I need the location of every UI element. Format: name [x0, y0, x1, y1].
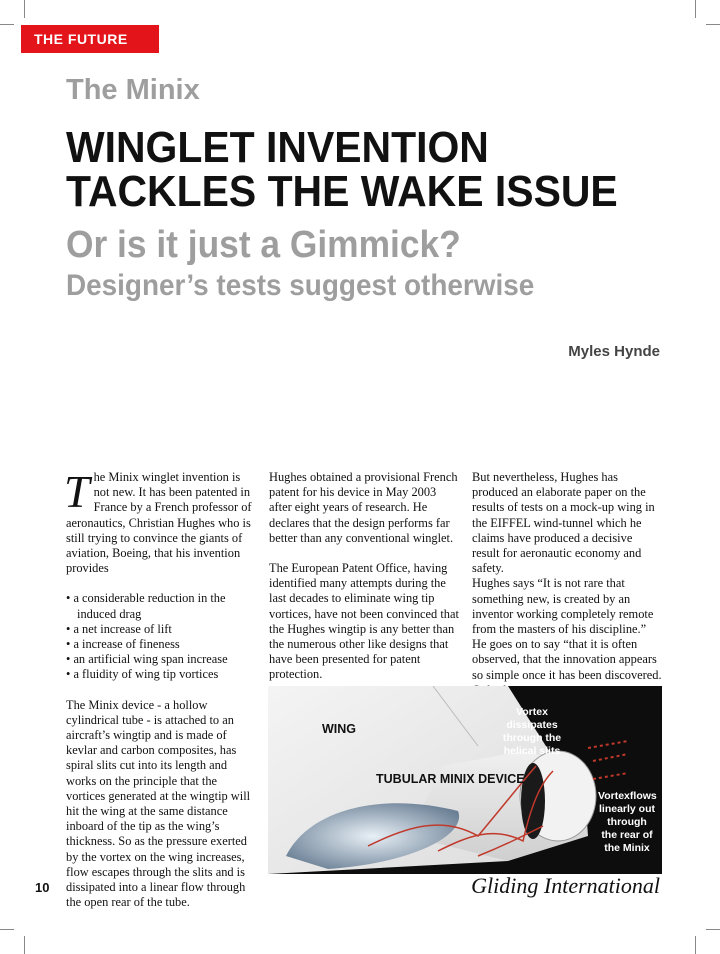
subhead-line-2: Designer’s tests suggest otherwise	[66, 269, 535, 302]
benefits-list	[66, 591, 256, 682]
crop-mark	[0, 24, 14, 25]
article-column-2	[269, 470, 462, 698]
crop-mark	[24, 0, 25, 18]
intro-text: he Minix winglet invention is not new. It has been patented in France by a French professor of aeronautics, Christian Hughes who is still trying to convince the giants of aviation, Boeing, that his invention provides	[66, 470, 252, 576]
kicker: The Minix	[66, 74, 200, 106]
crop-mark	[706, 24, 720, 25]
article-column-1	[64, 466, 256, 925]
section-tag: THE FUTURE	[21, 25, 159, 53]
list-item: • a increase of fineness	[66, 637, 256, 652]
minix-wing-photo	[268, 686, 662, 874]
list-item: • a considerable reduction in the induced drag	[66, 591, 256, 621]
headline-line-2: TACKLES THE WAKE ISSUE	[66, 167, 618, 216]
label-vortex-dissipates: Vortex dissipates through the helical slits	[502, 706, 562, 757]
body-paragraph: But nevertheless, Hughes has produced an elaborate paper on the results of tests on a mock-up wing in the EIFFEL wind-tunnel which he claims have produced a decisive result for aeronautic economy and safety.	[472, 470, 655, 576]
crop-mark	[695, 0, 696, 18]
headline	[66, 123, 618, 216]
crop-mark	[24, 936, 25, 954]
crop-mark	[706, 929, 720, 930]
body-paragraph: Hughes obtained a provisional French patent for his device in May 2003 after eight years of research. He declares that the design performs far better than any conventional winglet.	[269, 470, 458, 545]
list-item: • a fluidity of wing tip vortices	[66, 667, 256, 682]
label-tubular-device: TUBULAR MINIX DEVICE	[376, 772, 525, 786]
label-vortexflows: Vortexflows linearly out through the rear of the Minix	[598, 790, 657, 854]
label-wing: WING	[322, 722, 357, 736]
byline: Myles Hynde	[568, 343, 660, 360]
list-item: • an artificial wing span increase	[66, 652, 256, 667]
crop-mark	[695, 936, 696, 954]
headline-line-1: WINGLET INVENTION	[66, 123, 489, 172]
subhead-line-1: Or is it just a Gimmick?	[66, 224, 461, 266]
body-paragraph: The European Patent Office, having identified many attempts during the last decades to eliminate wing tip vortices, have not been convinced that the Hughes wingtip is any better than the numerous other like designs that have been presented for patent protection.	[269, 561, 459, 682]
page-number: 10	[35, 880, 50, 895]
drop-cap: T	[64, 466, 90, 517]
body-paragraph: The Minix device - a hollow cylindrical tube - is attached to an aircraft’s wingtip and is made of kevlar and carbon composites, has spiral slits cut into its length and works on the principle that the vortices generated at the wingtip will hit the wing at the same distance inboard of the tip as the wing’s thickness. So as the pressure exerted by the vortex on the wing increases, flow escapes through the slits and is dissipated into a linear flow through the open rear of the tube.	[66, 697, 251, 910]
intro-paragraph	[64, 466, 256, 576]
article-column-3	[472, 470, 662, 713]
magazine-logo: Gliding International	[471, 873, 660, 898]
body-paragraph: Hughes says “It is not rare that something new, is created by an inventor working completely remote from the masters of his discipline.” He goes on to say “that it is often observed, that the innovation appears so simple once it has been discovered.	[472, 576, 662, 682]
crop-mark	[0, 929, 14, 930]
list-item: • a net increase of lift	[66, 622, 256, 637]
